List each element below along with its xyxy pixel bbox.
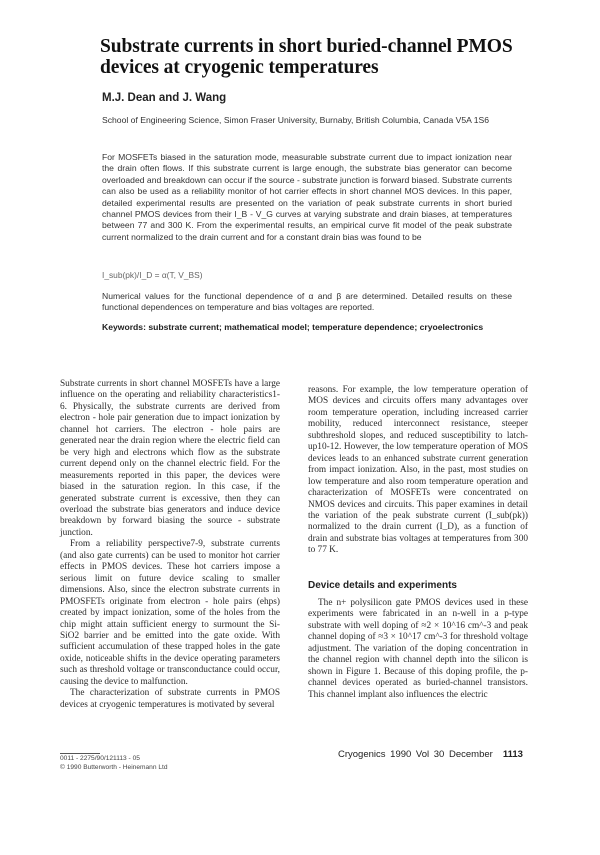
page-number: 1113 [502, 749, 523, 760]
right-column [308, 385, 528, 557]
paragraph: From a reliability perspective7-9, substrate currents (and also gate currents) can be used to monitor hot carrier effects in PMOS devices. These hot carriers impose a serious limit on future device scaling to smaller dimensions. Also, since the electron substrate currents in PMOSFETs originate from electron - hole pairs (ehps) created by impact ionization, some of the holes from the chip might attain sufficient energy to surmount the Si-SiO2 barrier and be emitted into the gate oxide. With sufficient accumulation of these trapped holes in the gate oxide, noticeable shifts in the device operating parameters such as threshold voltage or transconductance could occur, causing the device to malfunction. [60, 539, 280, 687]
keywords: Keywords: substrate current; mathematical model; temperature dependence; cryoelectronics [102, 322, 484, 332]
paragraph: Substrate currents in short channel MOSFETs have a large influence on the operating and reliability characteristics1-6. Physically, the substrate currents are derived from electron - hole pair generation due to impact ionization by channel hot carriers. The electron - hole pairs are generated near the drain region where the electric field can be very high and electrons which flow as the substrate current depend only on the channel electric field. For the measurements reported in this paper, the devices were biased in the saturation region. In this case, if the generated substrate current is excessive, then they can overload the substrate bias generators and induce device breakdown by forward biasing the source - substrate junction. [60, 379, 280, 538]
abstract-formula: I_sub(pk)/I_D = α(T, V_BS) [102, 270, 203, 280]
abstract: For MOSFETs biased in the saturation mode, measurable substrate current due to impact ionization near the drain often flows. If this substrate current is large enough, the substrate bias generator can become overloaded and breakdown can occur if the source - substrate junction is forward biased. Substrate currents can also be used as a reliability monitor of hot carrier effects in short channel MOS devices. In this paper, detailed experimental results are presented on the variation of peak substrate currents in short buried channel PMOS devices from their I_B - V_G curves at varying substrate and drain biases, at temperatures between 77 and 300 K. From the experimental results, an empirical curve fit model of the peak substrate current normalized to the drain current and for a constant drain bias was found to be [102, 152, 512, 242]
abstract-continued: Numerical values for the functional dependence of α and β are determined. Detailed results on these functional dependences on temperature and bias voltages are reported. [102, 291, 512, 313]
section-heading: Device details and experiments [308, 580, 457, 591]
paragraph: The n+ polysilicon gate PMOS devices used in these experiments were fabricated in an n-well in a p-type substrate with well doping of ≈2 × 10^16 cm^-3 and peak channel doping of ≈3 × 10^17 cm^-3 for threshold voltage adjustment. The variation of the doping concentration in the channel region with channel depth into the silicon is shown in Figure 1. Because of this doping profile, the p-channel devices operated as buried-channel transistors. This channel implant also influences the electric [308, 598, 528, 700]
journal-citation: Cryogenics 1990 Vol 30 December [338, 749, 493, 760]
paragraph: reasons. For example, the low temperature operation of MOS devices and circuits offers many advantages over room temperature operation, including increased carrier mobility, reduced interconnect resistance, steeper subthreshold slopes, and reduced susceptibility to latch-up10-12. However, the low temperature operation of MOS devices leads to an enhanced substrate current generation from impact ionization. Also, in the past, most studies on low temperature and also room temperature operation and characterization of MOSFETs were concentrated on NMOS devices and circuits. This paper examines in detail the variation of the peak substrate current (I_sub(pk)) normalized to the drain current (I_D), as a function of drain and substrate bias voltages at temperatures from 300 to 77 K. [308, 385, 528, 556]
footnote-line: © 1990 Butterworth - Heinemann Ltd [60, 764, 168, 771]
left-column [60, 379, 280, 711]
footnote-line: 0011 - 2275/90/121113 - 05 [60, 755, 140, 762]
footnote [60, 754, 168, 772]
affiliation: School of Engineering Science, Simon Fraser University, Burnaby, British Columbia, Canada V5A 1S6 [102, 115, 490, 125]
paragraph: The characterization of substrate currents in PMOS devices at cryogenic temperatures is motivated by several [60, 688, 280, 710]
journal-footer [338, 749, 523, 760]
paper-title: Substrate currents in short buried-channel PMOS devices at cryogenic temperatures [100, 36, 513, 78]
authors: M.J. Dean and J. Wang [102, 92, 227, 104]
right-column-section [308, 598, 528, 701]
